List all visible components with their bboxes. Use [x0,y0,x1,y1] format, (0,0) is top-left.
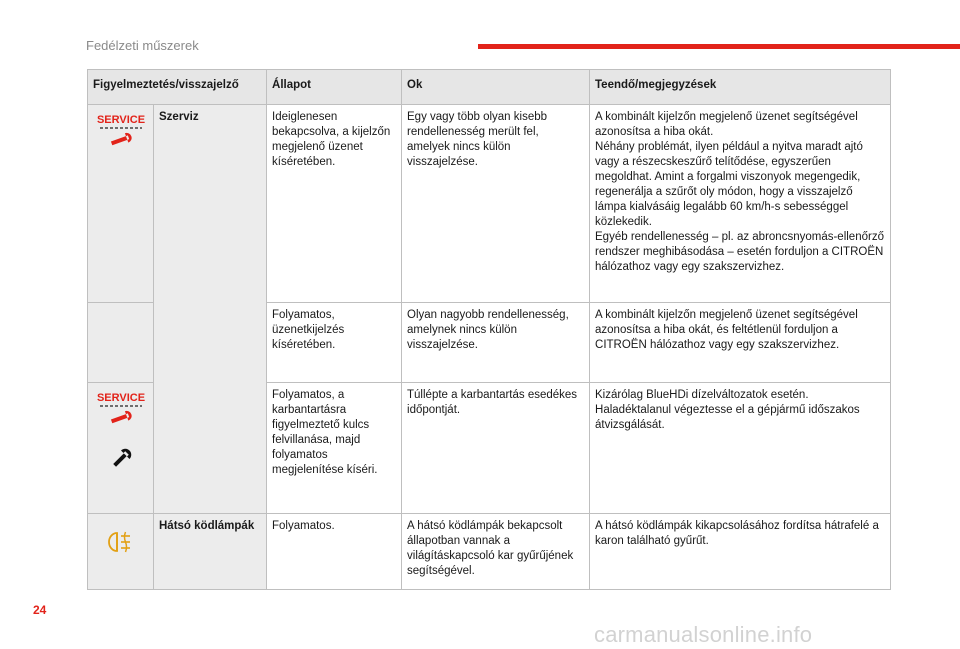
cause-cell: Túllépte a karbantartás esedékes időpontját. [402,383,590,514]
svg-text:SERVICE: SERVICE [96,392,145,404]
column-header-state: Állapot [267,70,402,105]
rear-fog-lamp-icon [106,530,136,554]
action-cell: Kizárólag BlueHDi dízelváltozatok esetén. Haladéktalanul végeztesse el a gépjármű időszakos átvizsgálását. [590,383,891,514]
column-header-warning: Figyelmeztetés/visszajelző [88,70,267,105]
header-accent-bar [478,44,960,49]
table-row [88,514,891,590]
column-header-cause: Ok [402,70,590,105]
state-cell: Folyamatos. [267,514,402,590]
service-wrench-icon [91,112,151,152]
column-header-action: Teendő/megjegyzések [590,70,891,105]
cause-cell: A hátsó ködlámpák bekapcsolt állapotban vannak a világításkapcsoló kar gyűrűjének segítségével. [402,514,590,590]
section-title: Fedélzeti műszerek [86,38,199,53]
state-cell: Folyamatos, üzenetkijelzés kíséretében. [267,303,402,383]
warning-lights-table [87,69,891,590]
page-number: 24 [33,603,47,617]
state-cell: Folyamatos, a karbantartásra figyelmeztető kulcs felvillanása, majd folyamatos megjelenítése kíséri. [267,383,402,514]
svg-text:SERVICE: SERVICE [96,114,145,126]
warning-label-service: Szerviz [154,105,267,514]
table-header-row [88,70,891,105]
state-cell: Ideiglenesen bekapcsolva, a kijelzőn megjelenő üzenet kíséretében. [267,105,402,303]
icon-cell [88,514,154,590]
warning-label-rear-fog: Hátsó ködlámpák [154,514,267,590]
icon-cell [88,303,154,383]
cause-cell: Olyan nagyobb rendellenesség, amelynek nincs külön visszajelzése. [402,303,590,383]
action-cell: A hátsó ködlámpák kikapcsolásához fordítsa hátrafelé a karon található gyűrűt. [590,514,891,590]
action-cell: A kombinált kijelzőn megjelenő üzenet segítségével azonosítsa a hiba okát. Néhány problémát, ilyen például a nyitva maradt ajtó vagy a részecskeszűrő telítődése, egyszerűen megoldhat. Amint a forgalmi viszonyok megengedik, regenerálja a szűrőt oly módon, hogy a visszajelző lámpa kialvásáig legalább 60 km/h-s sebességgel közlekedik. Egyéb rendellenesség – pl. az abroncsnyomás-ellenőrző rendszer meghibásodása – esetén forduljon a CITROËN hálózathoz vagy egy szakszervizhez. [590,105,891,303]
watermark: carmanualsonline.info [594,622,813,647]
cause-cell: Egy vagy több olyan kisebb rendellenesség merült fel, amelyek nincs külön visszajelzése. [402,105,590,303]
icon-cell [88,383,154,514]
icon-cell [88,105,154,303]
service-wrench-icon [91,390,151,430]
action-cell: A kombinált kijelzőn megjelenő üzenet segítségével azonosítsa a hiba okát, és feltétlenül forduljon a CITROËN hálózathoz vagy egy szakszervizhez. [590,303,891,383]
wrench-icon [106,444,136,474]
table-row [88,105,891,303]
